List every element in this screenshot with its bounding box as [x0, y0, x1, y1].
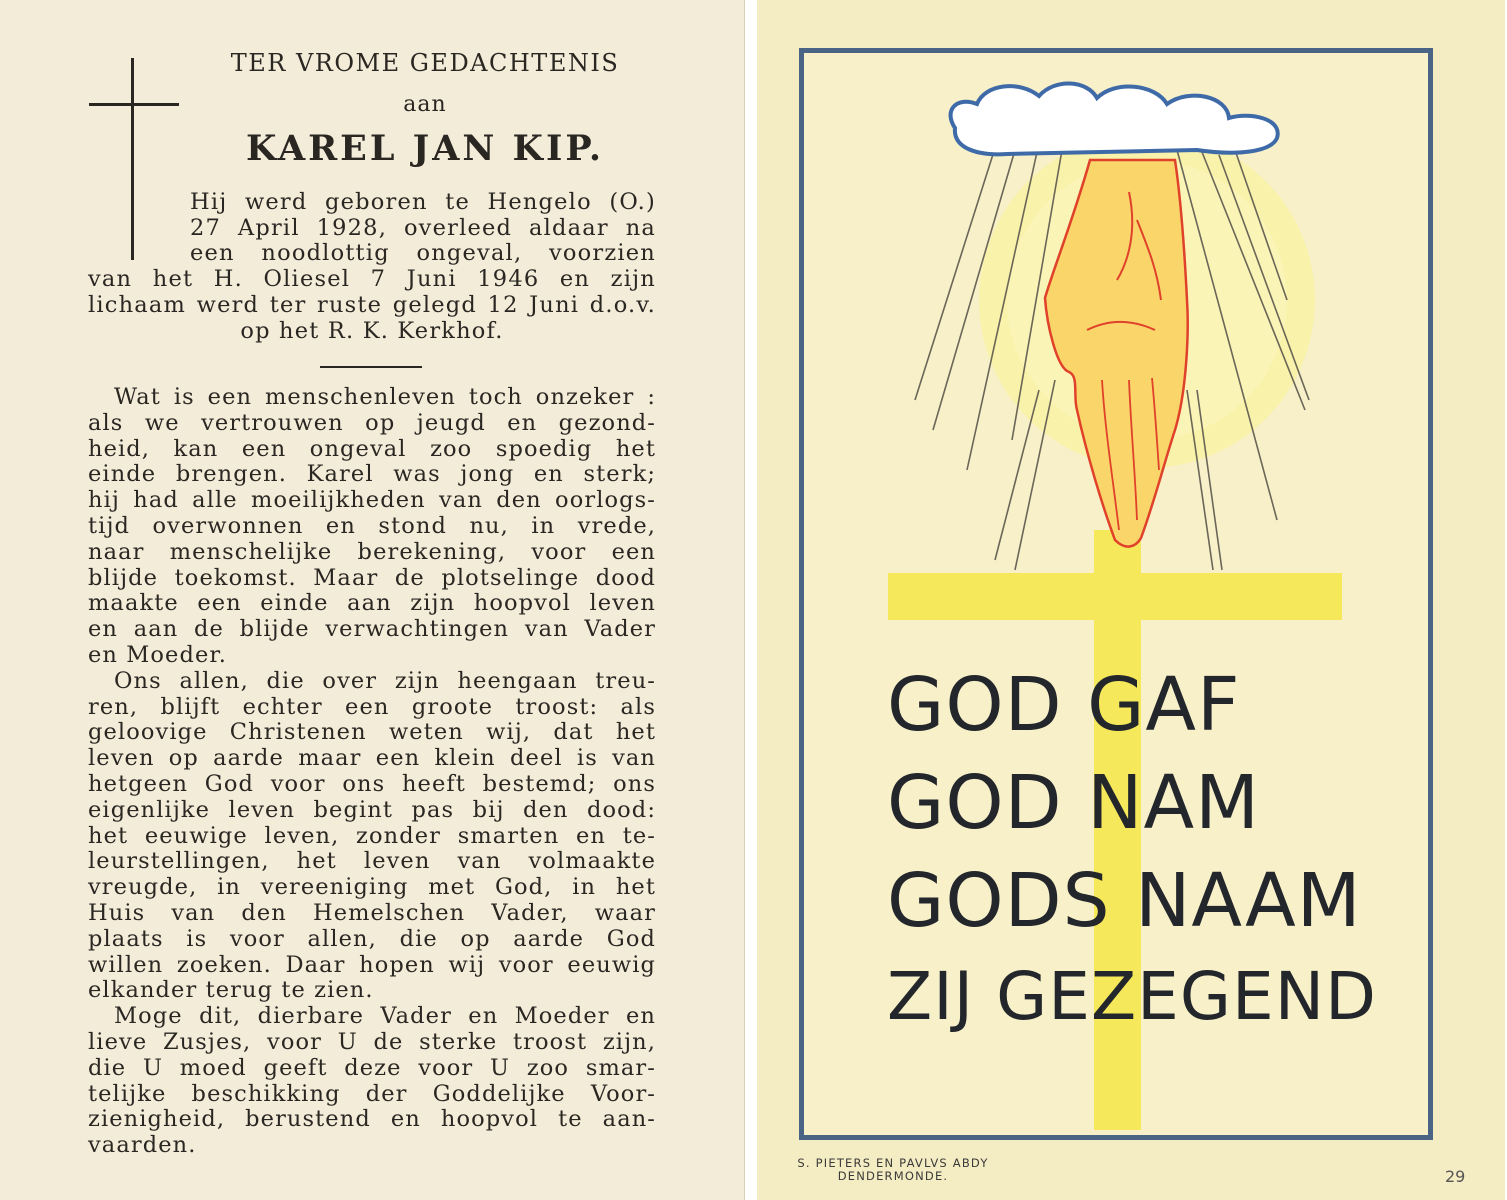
birth-line: een noodlottig ongeval, voorzien	[190, 240, 656, 267]
body-line: en aan de blijde verwachtingen van Vader	[88, 616, 656, 643]
body-line: elkander terug te zien.	[88, 977, 374, 1004]
body-line: geloovige Christenen weten wij, dat het	[88, 719, 656, 746]
body-line: leurstellingen, het leven van volmaakte	[88, 848, 656, 875]
imprint-line: S. PIETERS EN PAVLVS ABDY	[797, 1156, 989, 1170]
body-line: blijde toekomst. Maar de plotselinge dood	[88, 564, 656, 591]
body-line: zienigheid, berustend en hoopvol te aan-	[88, 1106, 656, 1133]
body-line: vaarden.	[88, 1132, 197, 1159]
body-line: hij had alle moeilijkheden van den oorlogs-	[88, 487, 656, 514]
birth-line: van het H. Oliesel 7 Juni 1946 en zijn	[88, 266, 656, 293]
cross-icon-horizontal	[89, 103, 179, 106]
cloud-icon	[951, 83, 1278, 154]
motto-line: ZIJ GEZEGEND	[887, 958, 1377, 1035]
body-line: lieve Zusjes, voor U de sterke troost zijn,	[88, 1028, 656, 1055]
memorial-heading-aan: aan	[403, 92, 447, 117]
body-line: heid, kan een ongeval zoo spoedig het	[88, 435, 656, 462]
imprint-line: DENDERMONDE.	[837, 1169, 949, 1183]
body-line: Wat is een menschenleven toch onzeker :	[114, 384, 656, 410]
body-line: plaats is voor allen, die op aarde God	[88, 925, 656, 952]
memorial-card-text-side	[0, 0, 745, 1200]
deceased-name: KAREL JAN KIP.	[245, 128, 605, 169]
body-line: en Moeder.	[88, 641, 228, 668]
publisher-imprint	[763, 1157, 1023, 1183]
memorial-text-body	[88, 385, 656, 1159]
motto-line: GOD NAM	[887, 760, 1260, 846]
motto-line: GODS NAAM	[887, 858, 1362, 944]
birth-line: lichaam werd ter ruste gelegd 12 Juni d.o.v.	[88, 291, 656, 318]
body-line: als we vertrouwen op jeugd en gezond-	[88, 409, 656, 436]
body-line: einde brengen. Karel was jong en sterk;	[88, 461, 656, 488]
memorial-card-picture-side	[757, 0, 1505, 1200]
body-line: telijke beschikking der Goddelijke Voor-	[88, 1080, 656, 1107]
card-number: 29	[1445, 1167, 1466, 1186]
body-line: naar menschelijke berekening, voor een	[88, 538, 656, 565]
body-line: eigenlijke leven begint pas bij den dood:	[88, 796, 656, 823]
card-gap	[745, 0, 757, 1200]
body-line: het eeuwige leven, zonder smarten en te-	[88, 822, 656, 849]
body-line: Ons allen, die over zijn heengaan treu-	[114, 667, 656, 694]
body-line: vreugde, in vereeniging met God, in het	[88, 874, 656, 901]
body-line: die U moed geeft deze voor U zoo smar-	[88, 1054, 656, 1081]
body-line: hetgeen God voor ons heeft bestemd; ons	[88, 770, 656, 797]
birth-line: 27 April 1928, overleed aldaar na	[190, 214, 656, 241]
memorial-heading: TER VROME GEDACHTENIS	[230, 49, 620, 77]
divider-rule	[320, 366, 422, 368]
body-line: tijd overwonnen en stond nu, in vrede,	[88, 512, 656, 539]
body-line: maakte een einde aan zijn hoopvol leven	[88, 590, 656, 617]
motto-line: GOD GAF	[887, 662, 1241, 748]
body-line: willen zoeken. Daar hopen wij voor eeuwig	[88, 951, 656, 978]
body-line: Huis van den Hemelschen Vader, waar	[88, 899, 656, 926]
body-line: ren, blijft echter een groote troost: als	[88, 693, 656, 720]
birth-line: Hij werd geboren te Hengelo (O.)	[190, 189, 656, 215]
birth-death-paragraph	[88, 190, 656, 344]
body-line: Moge dit, dierbare Vader en Moeder en	[114, 1003, 656, 1030]
birth-line: op het R. K. Kerkhof.	[240, 317, 504, 344]
body-line: leven op aarde maar een klein deel is van	[88, 745, 656, 772]
